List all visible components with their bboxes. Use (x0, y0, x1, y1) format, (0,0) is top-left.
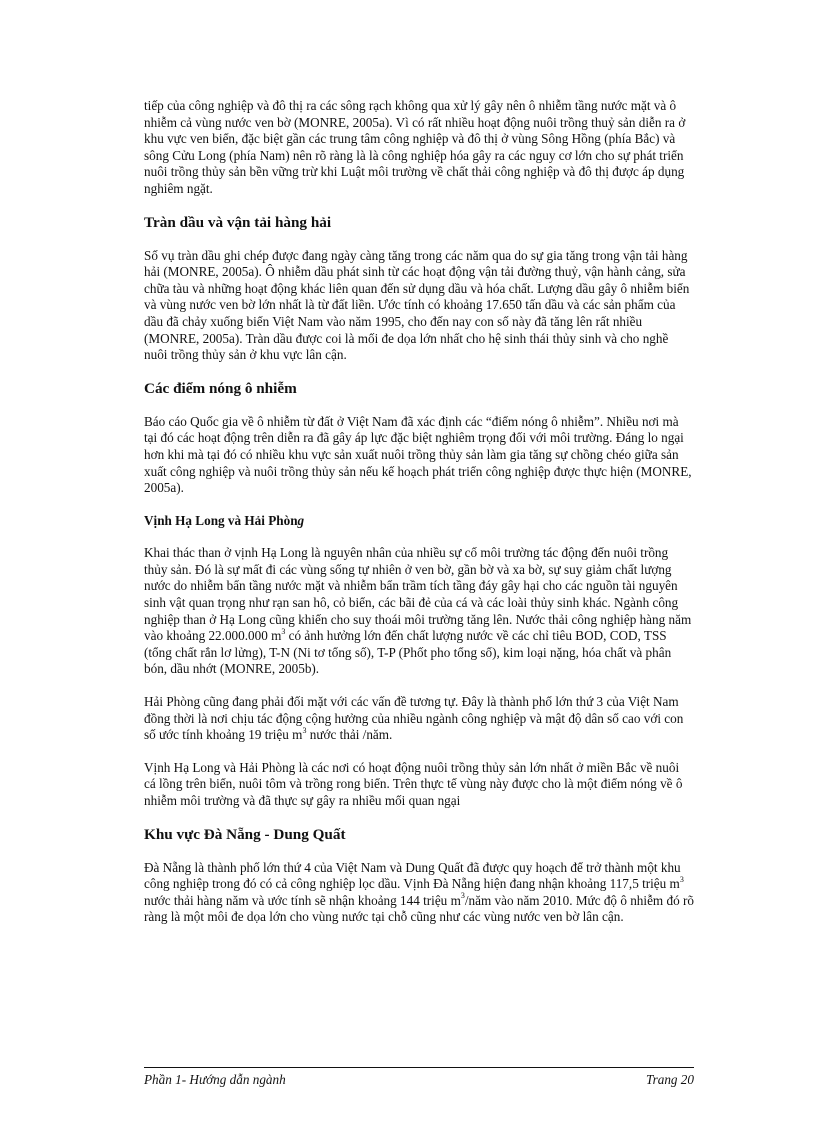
footer-section-title: Phần 1- Hướng dẫn ngành (144, 1072, 286, 1087)
danang-text-c: /năm vào năm 2010. Mức độ ô nhiễm đó rõ ràng là một môi đe dọa lớn cho vùng nước tại chỗ cũng như các vùng nước ven bờ lân cận. (144, 892, 694, 925)
footer-page-number: Trang 20 (645, 1072, 694, 1087)
superscript-3: 3 (460, 891, 465, 901)
danang-text-a: Đà Nẵng là thành phố lớn thứ 4 của Việt Nam và Dung Quất đã được quy hoạch để trở thành một khu công nghiệp trong đó có cả công nghiệp lọc dầu. Vịnh Đà Nẵng hiện đang nhận khoảng 117,5 triệu m (144, 859, 681, 892)
paragraph-industrial-pollution: tiếp của công nghiệp và đô thị ra các sông rạch không qua xử lý gây nên ô nhiễm tầng nước mặt và ô nhiễm cả vùng nước ven bờ (MONRE, 2005a). Vì có rất nhiều hoạt động nuôi trồng thuỷ sản diễn ra ở khu vực ven biển, đặc biệt gần các trung tâm công nghiệp và đô thị ở vùng Sông Hồng (phía Bắc) và sông Cửu Long (phía Nam) nên rõ ràng là là công nghiệp hóa gây ra các nguy cơ lớn cho sự phát triển nuôi trồng thủy sản bền vững trừ khi Luật môi trường về chất thải công nghiệp và đô thị được áp dụng nghiêm ngặt. (144, 98, 686, 196)
superscript-3: 3 (679, 874, 684, 884)
heading-oil-spills: Tràn dầu và vận tải hàng hải (144, 213, 332, 231)
danang-text-b: nước thải hàng năm và ước tính sẽ nhận khoảng 144 triệu m (144, 892, 461, 908)
superscript-3: 3 (302, 725, 307, 735)
heading-halong-haiphong (144, 513, 694, 530)
paragraph-halong-coal (144, 545, 694, 678)
superscript-3: 3 (281, 626, 286, 636)
halong-text-b: có ảnh hưởng lớn đến chất lượng nước về các chỉ tiêu BOD, COD, TSS (tổng chất rắn lơ lửng), T-N (Ni tơ tổng số), T-P (Phốt pho tổng số), kim loại nặng, hóa chất và phân bón, dầu nhớt (MONRE, 2005b). (144, 628, 672, 677)
haiphong-text-a: Hải Phòng cũng đang phải đối mặt với các vấn đề tương tự. Đây là thành phố lớn thứ 3 của Việt Nam đồng thời là nơi chịu tác động cộng hưởng của nhiều ngành công nghiệp và mật độ dân số cao với con số ước tính khoảng 19 triệu m (144, 694, 684, 743)
haiphong-text-b: nước thải /năm. (306, 727, 393, 743)
halong-text-a: Khai thác than ở vịnh Hạ Long là nguyên nhân của nhiều sự cố môi trường tác động đến nuôi trồng thủy sản. Đó là sự mất đi các vùng sống tự nhiên ở ven bờ, gần bờ và xa bờ, sự suy giảm chất lượng nước do nhiễm bẩn tầng nước mặt và nhiễm bẩn trầm tích tầng đáy gây hại cho các nguồn tài nguyên sinh vật quan trọng như rạn san hô, cỏ biển, các bãi đẻ của cá và các loài thủy sinh khác. Ngành công nghiệp than ở Hạ Long cũng khiến cho suy thoái môi trường tăng lên. Nước thải công nghiệp hàng năm vào khoảng 22.000.000 m (144, 545, 692, 644)
paragraph-danang (144, 860, 694, 926)
page-footer (144, 1067, 694, 1088)
paragraph-pollution-hotspots: Báo cáo Quốc gia về ô nhiễm từ đất ở Việt Nam đã xác định các “điểm nóng ô nhiễm”. Nhiều nơi mà tại đó các hoạt động trên diễn ra đã gây áp lực đặc biệt nghiêm trọng đối với môi trường. Đáng lo ngại hơn khi mà tại đó có nhiều khu vực sản xuất nuôi trồng thủy sản làm gia tăng sự chồng chéo giữa sản xuất công nghiệp và nuôi trồng thủy sản nếu kế hoạch phát triển công nghiệp được thực hiện (MONRE, 2005a). (144, 413, 692, 496)
heading-halong-tail: g (297, 512, 305, 528)
paragraph-halong-haiphong-aquaculture: Vịnh Hạ Long và Hải Phòng là các nơi có hoạt động nuôi trồng thủy sản lớn nhất ở miền Bắc về nuôi cá lồng trên biển, nuôi tôm và trồng rong biển. Trên thực tế vùng này được cho là một điểm nóng về ô nhiễm môi trường và đã thực sự gây ra nhiều mối quan ngại (144, 759, 683, 808)
heading-danang-dungquat: Khu vực Đà Nẵng - Dung Quất (144, 825, 346, 843)
paragraph-haiphong (144, 694, 694, 744)
page-content (144, 98, 694, 926)
paragraph-oil-spills: Số vụ tràn dầu ghi chép được đang ngày càng tăng trong các năm qua do sự gia tăng trong vận tải hàng hải (MONRE, 2005a). Ô nhiễm dầu phát sinh từ các hoạt động vận tải đường thuỷ, vận hành cảng, sửa chữa tàu và những hoạt động khác liên quan đến sử dụng dầu và hóa chất. Lượng dầu gây ô nhiễm biển và vùng nước ven bờ lớn nhất là từ đất liền. Ước tính có khoảng 17.650 tấn dầu và các sản phẩm của dầu đã chảy xuống biển Việt Nam vào năm 1995, cho đến nay con số này đã tăng lên rất nhiều (MONRE, 2005a). Tràn dầu được coi là mối đe dọa lớn nhất cho hệ sinh thái thủy sinh và cho nghề nuôi trồng thủy sản ở khu vực lân cận. (144, 247, 690, 363)
heading-pollution-hotspots: Các điểm nóng ô nhiễm (144, 379, 297, 397)
heading-halong-main: Vịnh Hạ Long và Hải Phòn (144, 512, 298, 528)
